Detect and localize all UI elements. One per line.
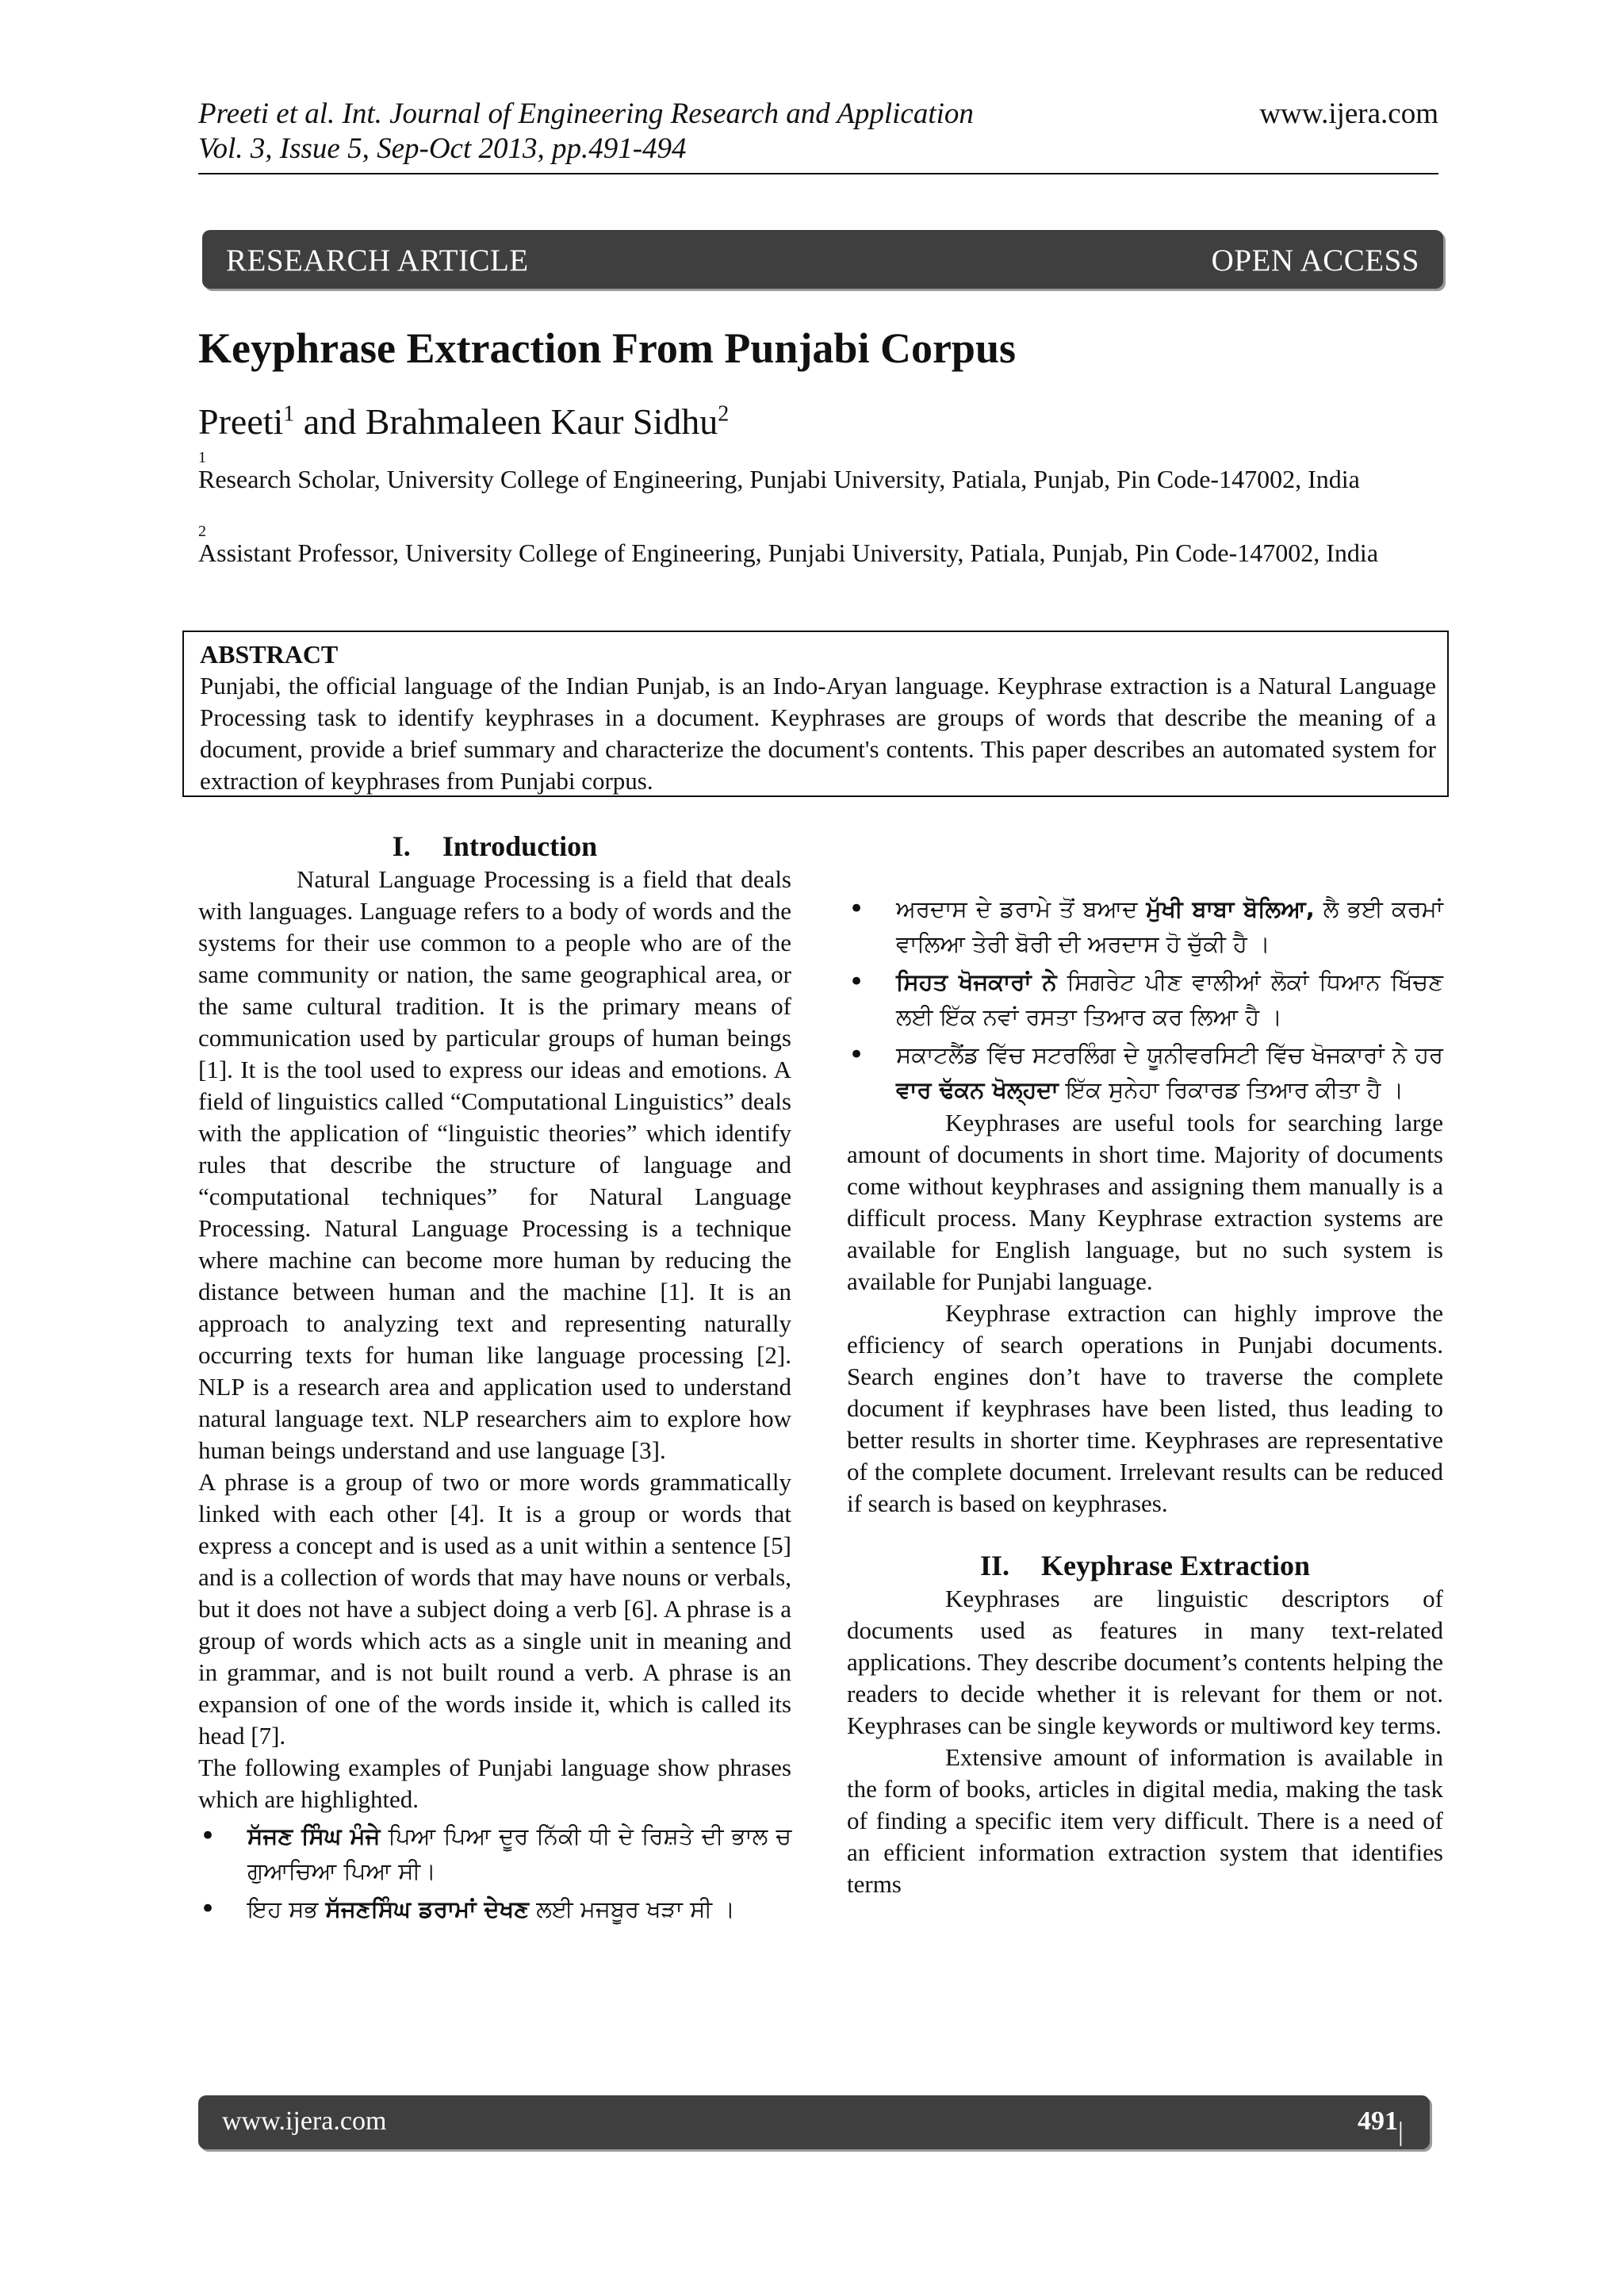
- abstract-heading: ABSTRACT: [200, 640, 339, 669]
- abstract-box: [182, 631, 1449, 797]
- footer-website-link[interactable]: www.ijera.com: [222, 2106, 387, 2136]
- research-article-label: RESEARCH ARTICLE: [226, 243, 529, 278]
- example-1-rest: ਪਿਆ ਪਿਆ ਦੂਰ ਨਿੱਕੀ ਧੀ ਦੇ ਰਿਸ਼ਤੇ ਦੀ ਭਾਲ ਚ ਗੁਆਚਿਆ ਪਿਆ ਸੀ।: [247, 1823, 791, 1884]
- section-1-title: Introduction: [442, 830, 598, 862]
- affiliation-1: [198, 449, 1447, 495]
- author-line: [198, 401, 729, 443]
- extraction-paragraph-2: Extensive amount of information is available in the form of books, articles in digital media, making the task of finding a specific item very difficult. There is a need of an efficient information extraction system that identifies terms: [847, 1743, 1443, 1898]
- example-5-pre: ਸਕਾਟਲੈਂਡ ਵਿੱਚ ਸਟਰਲਿੰਗ ਦੇ ਯੂਨੀਵਰਸਿਟੀ ਵਿੱਚ ਖੋਜਕਾਰਾਂ ਨੇ ਹਰ: [896, 1041, 1443, 1068]
- page-number-label: [1358, 2106, 1412, 2267]
- example-4-highlight: ਸਿਹਤ ਖੋਜਕਾਰਾਂ ਨੇ: [896, 968, 1057, 995]
- punjabi-examples-list-2: [847, 891, 1443, 1107]
- intro-paragraph-3: The following examples of Punjabi language show phrases which are highlighted.: [198, 1754, 791, 1813]
- section-1-number: I.: [392, 830, 411, 862]
- affiliation-2-sup: 2: [198, 523, 206, 540]
- example-5-highlight: ਵਾਰ ਢੱਕਨ ਖੋਲ੍ਹਦਾ: [896, 1076, 1059, 1103]
- left-column: [198, 829, 791, 1926]
- example-4-rest: ਸਿਗਰੇਟ ਪੀਣ ਵਾਲੀਆਂ ਲੋਕਾਂ ਧਿਆਨ ਖਿੱਚਣ ਲਈ ਇੱਕ ਨਵਾਂ ਰਸਤਾ ਤਿਆਰ ਕਰ ਲਿਆ ਹੈ ।: [896, 968, 1443, 1030]
- extraction-paragraph-1: Keyphrases are linguistic descriptors of documents used as features in many text-related applications. They describe document’s contents helping the readers to decide whether it is relevant for them or not. Keyphrases can be single keywords or multiword key terms.: [847, 1585, 1443, 1739]
- header-website-link[interactable]: www.ijera.com: [1259, 98, 1438, 130]
- author-joiner: and: [294, 401, 366, 442]
- example-3-pre: ਅਰਦਾਸ ਦੇ ਡਰਾਮੇ ਤੋਂ ਬਆਦ: [896, 895, 1147, 922]
- example-3-highlight: ਮੁੱਖੀ ਬਾਬਾ ਬੋਲਿਆ,: [1146, 895, 1315, 922]
- page-header: [198, 97, 1438, 174]
- example-1-highlight: ਸੱਜਣ ਸਿੰਘ ਮੰਜੇ: [247, 1823, 381, 1849]
- journal-line-1: Preeti et al. Int. Journal of Engineering Research and Application: [198, 98, 974, 130]
- affiliation-2-text: Assistant Professor, University College of Engineering, Punjabi University, Patiala, Punjab, Pin Code-147002, India: [198, 539, 1379, 567]
- author-1-sup: 1: [283, 401, 295, 427]
- author-2-sup: 2: [718, 401, 730, 427]
- author-2: Brahmaleen Kaur Sidhu: [365, 401, 718, 442]
- section-2-heading: [847, 1548, 1443, 1583]
- example-2-highlight: ਸੱਜਣਸਿੰਘ ਡਰਾਮਾਂ ਦੇਖਣ: [325, 1895, 529, 1922]
- affiliation-2: [198, 523, 1447, 569]
- keyphrase-paragraph-2: Keyphrase extraction can highly improve the efficiency of search operations in Punjabi documents. Search engines don’t have to traverse the complete document if keyphrases have been listed, thus leading to better results in shorter time. Keyphrases are representative of the complete document. Irrelevant results can be reduced if search is based on keyphrases.: [847, 1299, 1443, 1517]
- intro-paragraph-2: A phrase is a group of two or more words grammatically linked with each other [4]. It is a group or words that express a concept and is used as a unit within a sentence [5] and is a collection of words that may have nouns or verbals, but it does not have a subject doing a verb [6]. A phrase is a group of words which acts as a single unit in meaning and in grammar, and is not built round a verb. A phrase is an expansion of one of the words inside it, which is called its head [7].: [198, 1468, 791, 1750]
- author-1: Preeti: [198, 401, 284, 442]
- abstract-text: Punjabi, the official language of the Indian Punjab, is an Indo-Aryan language. Keyphrase extraction is a Natural Language Processing task to identify keyphrases in a document. Keyphrases are groups of words that describe the meaning of a document, provide a brief summary and characterize the document's contents. This paper describes an automated system for extraction of keyphrases from Punjabi corpus.: [200, 672, 1436, 795]
- journal-citation: [198, 97, 974, 167]
- punjabi-example-5: [847, 1037, 1443, 1107]
- keyphrase-paragraph-1: Keyphrases are useful tools for searching large amount of documents in short time. Majority of documents come without keyphrases and assigning them manually is a difficult process. Many Keyphrase extraction systems are available for English language, but no such system is available for Punjabi language.: [847, 1109, 1443, 1295]
- page-number: 491: [1358, 2106, 1398, 2136]
- punjabi-example-1: [198, 1819, 791, 1888]
- punjabi-example-2: [198, 1892, 791, 1926]
- example-3-rest: ਲੈ ਭਈ ਕਰਮਾਂ ਵਾਲਿਆ ਤੇਰੀ ਬੋਰੀ ਦੀ ਅਰਦਾਸ ਹੋ ਚੁੱਕੀ ਹੈ ।: [896, 895, 1443, 957]
- page-label: | P a g e: [1398, 2118, 1412, 2267]
- section-2-title: Keyphrase Extraction: [1041, 1550, 1310, 1581]
- page-footer: [198, 2095, 1430, 2267]
- article-type-banner: [202, 230, 1443, 289]
- punjabi-example-3: [847, 891, 1443, 961]
- open-access-label: OPEN ACCESS: [1211, 243, 1419, 278]
- example-5-rest: ਇੱਕ ਸੁਨੇਹਾ ਰਿਕਾਰਡ ਤਿਆਰ ਕੀਤਾ ਹੈ ।: [1058, 1076, 1404, 1103]
- punjabi-example-4: [847, 964, 1443, 1034]
- example-2-rest: ਲਈ ਮਜਬੂਰ ਖੜਾ ਸੀ ।: [528, 1895, 735, 1922]
- right-column: [847, 888, 1443, 1900]
- paper-title: Keyphrase Extraction From Punjabi Corpus: [198, 324, 1017, 372]
- affiliation-1-sup: 1: [198, 449, 206, 466]
- journal-line-2: Vol. 3, Issue 5, Sep-Oct 2013, pp.491-494: [198, 132, 687, 165]
- punjabi-examples-list-1: [198, 1819, 791, 1926]
- section-2-number: II.: [980, 1550, 1010, 1581]
- section-1-heading: [198, 829, 791, 864]
- affiliation-1-text: Research Scholar, University College of Engineering, Punjabi University, Patiala, Punjab, Pin Code-147002, India: [198, 465, 1360, 493]
- example-2-pre: ਇਹ ਸਭ: [247, 1895, 326, 1922]
- intro-paragraph-1: Natural Language Processing is a field that deals with languages. Language refers to a body of words and the systems for their use common to a people who are of the same community or nation, the same geographical area, or the same cultural tradition. It is the primary means of communication used by particular groups of human beings [1]. It is the tool used to express our ideas and emotions. A field of linguistics called “Computational Linguistics” deals with the application of “linguistic theories” which identify rules that describe the structure of language and “computational techniques” for Natural Language Processing. Natural Language Processing is a technique where machine can become more human by reducing the distance between human and the machine [1]. It is an approach to analyzing text and representing naturally occurring texts for human like language processing [2]. NLP is a research area and application used to understand natural language text. NLP researchers aim to explore how human beings understand and use language [3].: [198, 865, 791, 1464]
